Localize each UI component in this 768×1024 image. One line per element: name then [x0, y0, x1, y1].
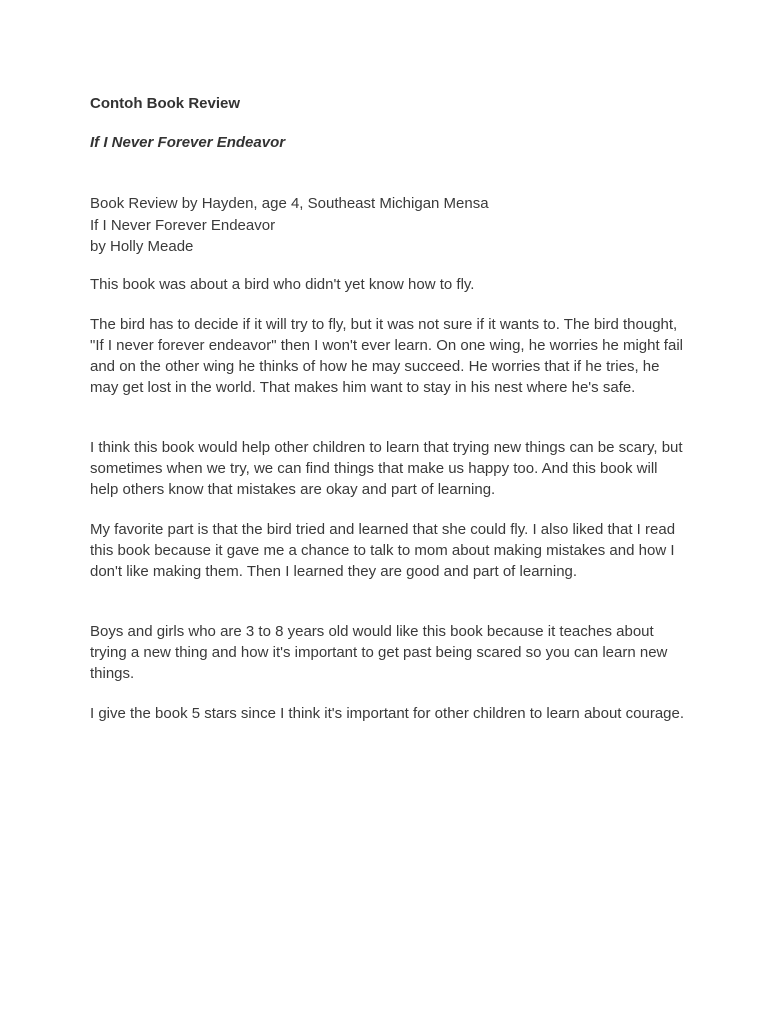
reviewer-line: Book Review by Hayden, age 4, Southeast Michigan Mensa	[90, 195, 489, 212]
paragraph-favorite-part: My favorite part is that the bird tried and learned that she could fly. I also liked that I read this book because it gave me a chance to talk to mom about making mistakes and how I don't like making them. Then I learned they are good and part of learning.	[90, 521, 676, 580]
paragraph-lesson: I think this book would help other children to learn that trying new things can be scary, but sometimes when we try, we can find things that make us happy too. And this book will help others know that mistakes are okay and part of learning.	[90, 439, 683, 498]
document-title: Contoh Book Review	[90, 95, 241, 112]
paragraph-summary: This book was about a bird who didn't yet know how to fly.	[90, 276, 475, 293]
paragraph-rating: I give the book 5 stars since I think it's important for other children to learn about courage.	[90, 705, 685, 722]
book-title-line: If I Never Forever Endeavor	[90, 216, 276, 234]
paragraph-plot: The bird has to decide if it will try to fly, but it was not sure if it wants to. The bird thought, "If I never forever endeavor" then I won't ever learn. On one wing, he worries he might fail and on the other wing he thinks of how he may succeed. He worries that if he tries, he may get lost in the world. That makes him want to stay in his nest where he's safe.	[90, 316, 683, 396]
paragraph-audience: Boys and girls who are 3 to 8 years old would like this book because it teaches about trying a new thing and how it's important to get past being scared so you can learn new things.	[90, 623, 668, 682]
review-meta	[90, 193, 489, 258]
author-line: by Holly Meade	[90, 238, 194, 255]
document-subtitle: If I Never Forever Endeavor	[90, 134, 286, 151]
